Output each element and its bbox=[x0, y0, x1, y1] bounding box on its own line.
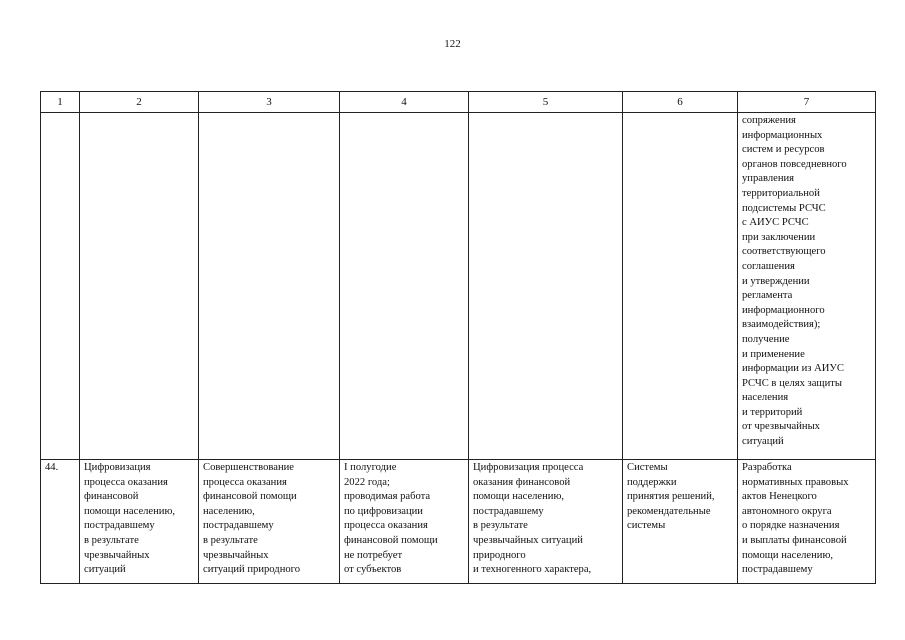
column-header-5: 5 bbox=[469, 92, 623, 113]
technology-cell: Системы поддержки принятия решений, рекомендательные системы bbox=[623, 460, 738, 584]
page-number: 122 bbox=[444, 38, 461, 50]
table-cell-col-2 bbox=[80, 113, 199, 460]
table-row-44 bbox=[41, 460, 876, 584]
result-cell: Цифровизация процесса оказания финансовой помощи населению, пострадавшему в результате чрезвычайных ситуаций природного и техногенного характера, bbox=[469, 460, 623, 584]
column-header-row bbox=[41, 92, 876, 113]
task-cell: Совершенствование процесса оказания финансовой помощи населению, пострадавшему в результате чрезвычайных ситуаций природного bbox=[199, 460, 340, 584]
table-cell-col-5 bbox=[469, 113, 623, 460]
column-header-6: 6 bbox=[623, 92, 738, 113]
row-number-cell: 44. bbox=[41, 460, 80, 584]
column-header-7: 7 bbox=[738, 92, 876, 113]
table-cell-col-3 bbox=[199, 113, 340, 460]
column-header-3: 3 bbox=[199, 92, 340, 113]
table-cell-col-4 bbox=[340, 113, 469, 460]
deadline-cell: I полугодие 2022 года; проводимая работа по цифровизации процесса оказания финансовой помощи не потребует от субъектов bbox=[340, 460, 469, 584]
table-cell-col-1 bbox=[41, 113, 80, 460]
measures-table bbox=[40, 91, 876, 584]
column-header-4: 4 bbox=[340, 92, 469, 113]
table-cell-col-7: сопряжения информационных систем и ресурсов органов повседневного управления территориальной подсистемы РСЧС с АИУС РСЧС при заключении соответствующего соглашения и утверждении регламента информационного взаимодействия); получение и применение информации из АИУС РСЧС в целях защиты населения и территорий от чрезвычайных ситуаций bbox=[738, 113, 876, 460]
table-row-continuation bbox=[41, 113, 876, 460]
column-header-2: 2 bbox=[80, 92, 199, 113]
actions-cell: Разработка нормативных правовых актов Ненецкого автономного округа о порядке назначения и выплаты финансовой помощи населению, пострадавшему bbox=[738, 460, 876, 584]
table-cell-col-6 bbox=[623, 113, 738, 460]
measure-name-cell: Цифровизация процесса оказания финансовой помощи населению, пострадавшему в результате чрезвычайных ситуаций bbox=[80, 460, 199, 584]
column-header-1: 1 bbox=[41, 92, 80, 113]
